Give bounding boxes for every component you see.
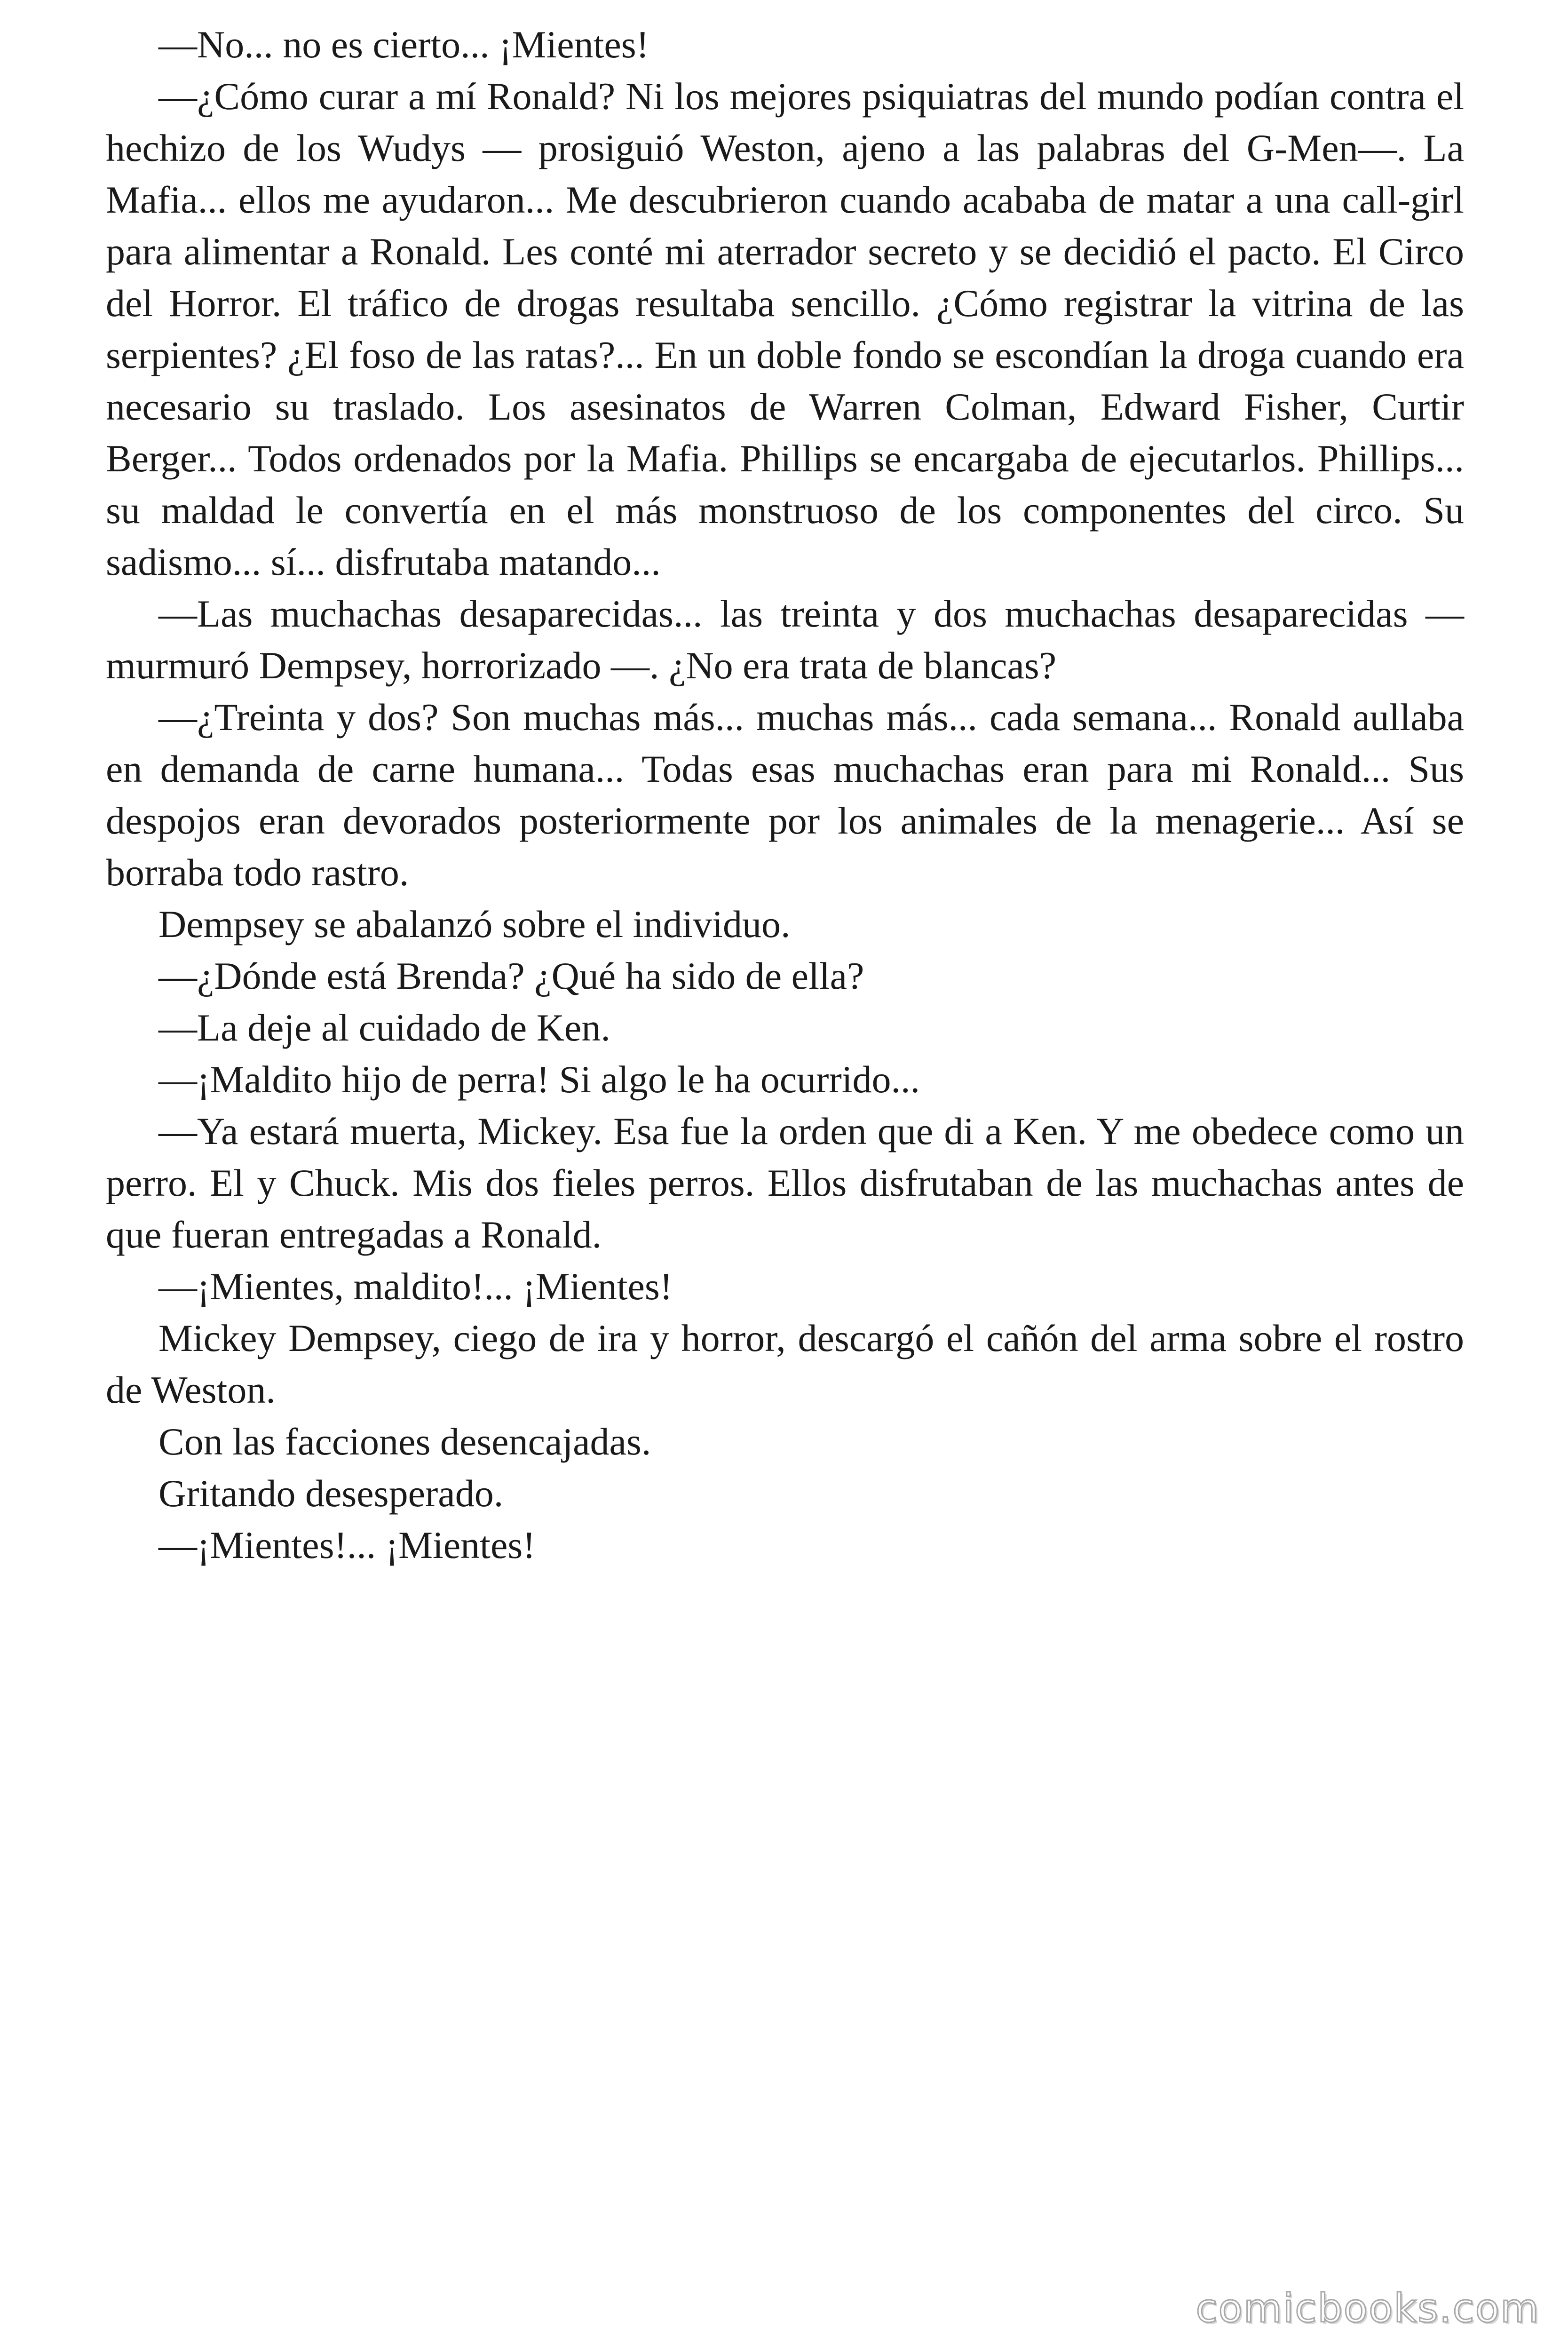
paragraph: —No... no es cierto... ¡Mientes! (158, 23, 649, 66)
paragraph: —Ya estará muerta, Mickey. Esa fue la orden que di a Ken. Y me obedece como un perro. El y Chuck. Mis dos fieles perros. Ellos disfrutaban de las muchachas antes de que fueran entregadas a Ronald. (106, 1110, 1464, 1256)
paragraph: —¡Mientes!... ¡Mientes! (158, 1524, 536, 1566)
paragraph: —¡Mientes, maldito!... ¡Mientes! (158, 1265, 673, 1308)
watermark: comicbooks.com (1196, 2285, 1540, 2331)
paragraph: —Las muchachas desaparecidas... las treinta y dos muchachas desaparecidas — murmuró Dempsey, horrorizado —. ¿No era trata de blancas? (106, 592, 1464, 687)
paragraph: Gritando desesperado. (158, 1472, 504, 1515)
paragraph: Con las facciones desencajadas. (158, 1420, 651, 1463)
paragraph: Mickey Dempsey, ciego de ira y horror, descargó el cañón del arma sobre el rostro de Weston. (106, 1317, 1464, 1411)
body-text (106, 19, 1464, 1571)
paragraph: Dempsey se abalanzó sobre el individuo. (158, 903, 791, 946)
paragraph: —¿Cómo curar a mí Ronald? Ni los mejores psiquiatras del mundo podían contra el hechizo de los Wudys — prosiguió Weston, ajeno a las palabras del G-Men—. La Mafia... ellos me ayudaron... Me descubrieron cuando acababa de matar a una call-girl para alimentar a Ronald. Les conté mi aterrador secreto y se decidió el pacto. El Circo del Horror. El tráfico de drogas resultaba sencillo. ¿Cómo registrar la vitrina de las serpientes? ¿El foso de las ratas?... En un doble fondo se escondían la droga cuando era necesario su traslado. Los asesinatos de Warren Colman, Edward Fisher, Curtir Berger... Todos ordenados por la Mafia. Phillips se encargaba de ejecutarlos. Phillips... su maldad le convertía en el más monstruoso de los componentes del circo. Su sadismo... sí... disfrutaba matando... (106, 75, 1464, 583)
paragraph: —La deje al cuidado de Ken. (158, 1006, 610, 1049)
paragraph: —¡Maldito hijo de perra! Si algo le ha ocurrido... (158, 1058, 920, 1101)
paragraph: —¿Treinta y dos? Son muchas más... muchas más... cada semana... Ronald aullaba en demanda de carne humana... Todas esas muchachas eran para mi Ronald... Sus despojos eran devorados posteriormente por los animales de la menagerie... Así se borraba todo rastro. (106, 696, 1464, 894)
paragraph: —¿Dónde está Brenda? ¿Qué ha sido de ella? (158, 954, 864, 997)
